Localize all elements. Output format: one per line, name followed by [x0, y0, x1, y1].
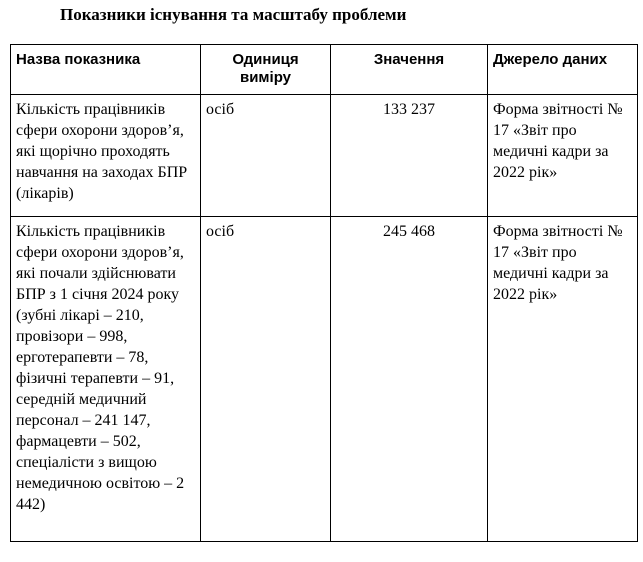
header-data-source: Джерело даних: [488, 45, 638, 95]
table-row: [11, 217, 638, 542]
cell-unit: осіб: [201, 217, 331, 542]
header-indicator-name: Назва показника: [11, 45, 201, 95]
table-header-row: [11, 45, 638, 95]
cell-data-source: Форма звітності № 17 «Звіт про медичні кадри за 2022 рік»: [488, 95, 638, 217]
cell-indicator-name: Кількість працівників сфери охорони здоров’я, які почали здійснювати БПР з 1 січня 2024 року (зубні лікарі – 210, провізори – 998, ерготерапевти – 78, фізичні терапевти – 91, середній медичний персонал – 241 147, фармацевти – 502, спеціалісти з вищою немедичною освітою – 2 442): [11, 217, 201, 542]
table-row: [11, 95, 638, 217]
cell-value: 245 468: [331, 217, 488, 542]
cell-value: 133 237: [331, 95, 488, 217]
document-title: Показники існування та масштабу проблеми: [60, 5, 407, 24]
cell-data-source: Форма звітності № 17 «Звіт про медичні кадри за 2022 рік»: [488, 217, 638, 542]
header-unit: Одиниця виміру: [201, 45, 331, 95]
header-value: Значення: [331, 45, 488, 95]
cell-indicator-name: Кількість працівників сфери охорони здоров’я, які щорічно проходять навчання на заходах БПР (лікарів): [11, 95, 201, 217]
cell-unit: осіб: [201, 95, 331, 217]
indicators-table: [10, 44, 638, 542]
